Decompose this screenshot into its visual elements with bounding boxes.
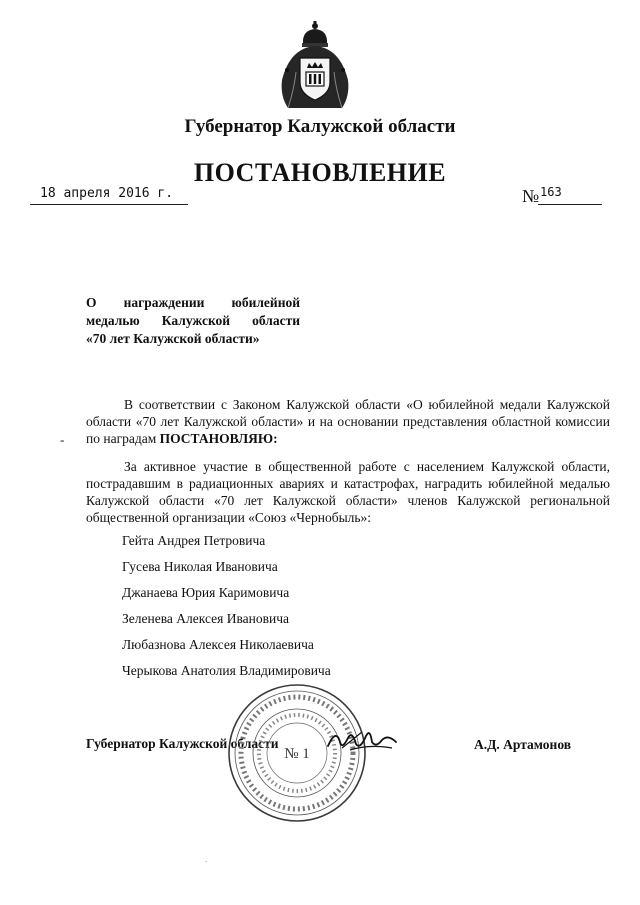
list-item: Черыкова Анатолия Владимировича [122, 663, 331, 678]
document-date: 18 апреля 2016 г. [40, 186, 174, 201]
preamble-text: В соответствии с Законом Калужской области «О юбилейной медали Калужской области «70 лет Калужской области» и на основании представления областной комиссии по наградам [86, 397, 610, 446]
award-text: За активное участие в общественной работе с населением Калужской области, пострадавшим в радиационных авариях и катастрофах, наградить юбилейной медалью Калужской области «70 лет Калужской области» членов Калужской региональной общественной организации «Союз «Чернобыль»: [86, 459, 610, 525]
date-underline [30, 204, 188, 205]
margin-mark: - [60, 432, 65, 447]
signatory-name: А.Д. Артамонов [474, 737, 572, 752]
document-type-title: ПОСТАНОВЛЕНИЕ [193, 158, 447, 187]
document-number: 163 [540, 185, 562, 199]
svg-text:№ 1: № 1 [284, 746, 310, 762]
list-item: Любазнова Алексея Николаевича [122, 637, 314, 652]
list-item: Джанаева Юрия Каримовича [122, 585, 290, 600]
signatory-title: Губернатор Калужской области [86, 736, 279, 751]
scan-speck: · [205, 858, 208, 866]
list-item: Гейта Андрея Петровича [122, 533, 266, 548]
number-underline [538, 204, 602, 205]
number-sign: № [522, 186, 540, 206]
list-item: Гусева Николая Ивановича [122, 559, 278, 574]
decree-keyword: ПОСТАНОВЛЯЮ: [159, 431, 278, 446]
issuing-authority: Губернатор Калужской области [184, 116, 456, 137]
subject-line-2: медалью Калужской области [86, 313, 300, 328]
preamble-paragraph [86, 396, 610, 447]
awardee-list [122, 532, 331, 688]
document-subject [86, 294, 300, 348]
list-item: Зеленева Алексея Ивановича [122, 611, 289, 626]
handwritten-signature-icon [322, 720, 402, 760]
award-paragraph [86, 458, 610, 526]
subject-line-3: «70 лет Калужской области» [86, 331, 260, 346]
kaluga-coat-of-arms-icon [276, 20, 354, 112]
subject-line-1: О награждении юбилейной [86, 295, 300, 310]
